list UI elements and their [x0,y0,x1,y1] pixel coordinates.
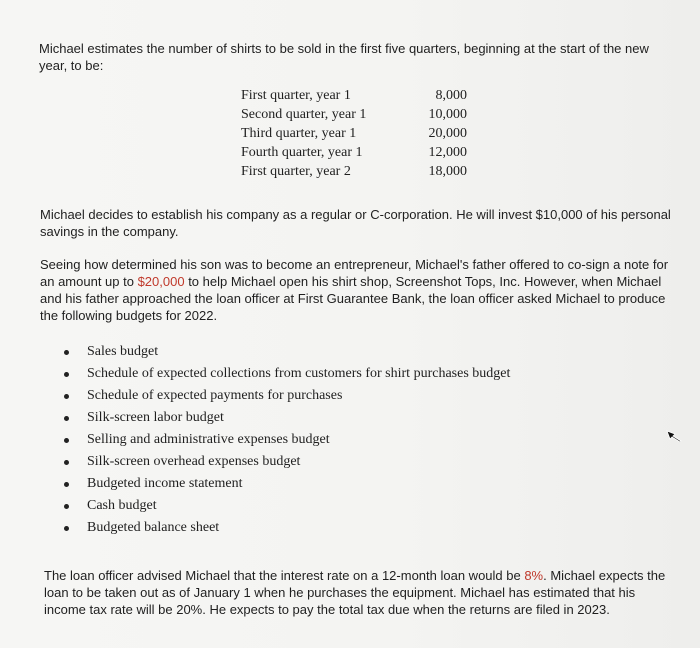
quarter-label: First quarter, year 2 [241,164,351,179]
table-row [241,143,467,162]
table-row [241,124,467,143]
list-item-label: Budgeted balance sheet [87,520,220,535]
list-item-label: Schedule of expected payments for purchases [87,388,343,403]
list-item-label: Selling and administrative expenses budget [87,432,330,447]
list-item [60,407,510,429]
quarter-label: First quarter, year 1 [241,88,351,103]
bullet-icon [64,372,69,377]
list-item [60,363,510,385]
list-item [60,385,510,407]
list-item-label: Cash budget [87,498,157,513]
loan-text-end: . Michael expects the loan to be taken out as of January 1 when he purchases the equipment. Michael has estimated that his income tax rate will be 20%. He expects to pay the total tax due when the returns are filed in 2023. [44,568,666,617]
corporation-paragraph: Michael decides to establish his company as a regular or C-corporation. He will invest $10,000 of his personal savings in the company. [40,207,671,239]
bullet-icon [64,394,69,399]
loan-amount-highlight: $20,000 [137,274,185,289]
table-row [241,86,467,105]
list-item [60,495,510,517]
list-item-label: Budgeted income statement [87,476,243,491]
arrow-cursor-icon [666,428,682,442]
quarter-quantity: 12,000 [428,145,467,160]
required-budgets-list [60,341,510,539]
intro-paragraph: Michael estimates the number of shirts to be sold in the first five quarters, beginning at the start of the new year, to be: [39,41,649,73]
list-item [60,451,510,473]
list-item-label: Silk-screen overhead expenses budget [87,454,301,469]
interest-rate-highlight: 8% [524,568,544,583]
bullet-icon [64,504,69,509]
quarter-quantity: 10,000 [428,107,467,122]
quarter-label: Third quarter, year 1 [241,126,357,141]
quarter-label: Second quarter, year 1 [241,107,367,122]
table-row [241,162,467,181]
loan-text-start: The loan officer advised Michael that the interest rate on a 12-month loan would be [44,568,525,583]
quarter-quantity: 8,000 [435,88,467,103]
loan-terms-paragraph [44,567,674,618]
shirt-sales-estimates-table [241,86,467,181]
bullet-icon [64,416,69,421]
quarter-quantity: 18,000 [428,164,467,179]
list-item [60,429,510,451]
table-row [241,105,467,124]
bullet-icon [64,350,69,355]
father-text-start: Seeing how determined his son was to become an entrepreneur, Michael's father offered to co-sign a note for an amount up to [40,257,669,289]
list-item-label: Schedule of expected collections from customers for shirt purchases budget [87,366,511,381]
list-item [60,473,510,495]
list-item-label: Silk-screen labor budget [87,410,224,425]
father-text-end: to help Michael open his shirt shop, Screenshot Tops, Inc. However, when Michael and his father approached the loan officer at First Guarantee Bank, the loan officer asked Michael to produce the following budgets for 2022. [40,274,666,323]
quarter-label: Fourth quarter, year 1 [241,145,363,160]
father-loan-paragraph [40,256,682,324]
quarter-quantity: 20,000 [428,126,467,141]
bullet-icon [64,526,69,531]
bullet-icon [64,438,69,443]
list-item-label: Sales budget [87,344,159,359]
bullet-icon [64,460,69,465]
list-item [60,517,510,539]
bullet-icon [64,482,69,487]
list-item [60,341,510,363]
